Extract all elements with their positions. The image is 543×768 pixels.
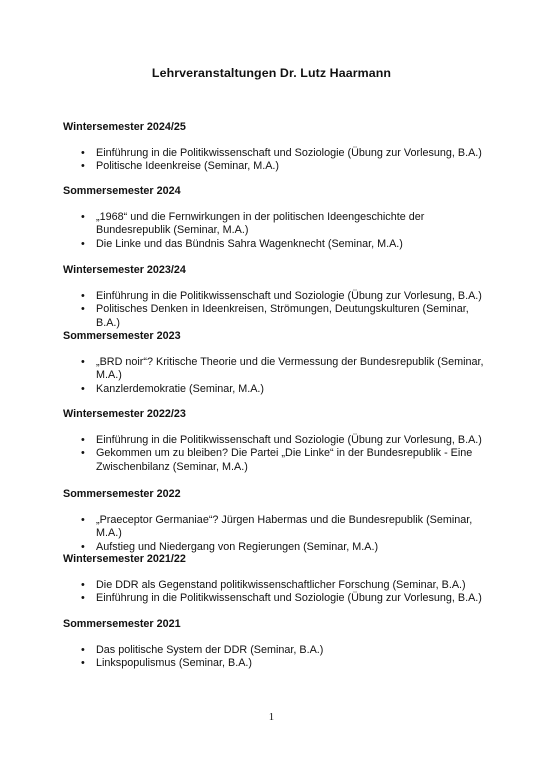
course-item — [0, 290, 486, 303]
course-item — [0, 592, 486, 605]
bullet-icon: • — [81, 434, 85, 446]
course-title: Einführung in die Politikwissenschaft und Soziologie (Übung zur Vorlesung, B.A.) — [96, 290, 482, 302]
course-list — [0, 356, 543, 396]
course-title: Die Linke und das Bündnis Sahra Wagenknecht (Seminar, M.A.) — [96, 237, 403, 250]
course-title: „Praeceptor Germaniae“? Jürgen Habermas und die Bundesrepublik (Seminar, M.A.) — [96, 514, 473, 540]
bullet-icon: • — [81, 644, 85, 656]
bullet-icon: • — [81, 382, 85, 395]
course-list — [0, 579, 543, 606]
course-item — [0, 383, 486, 396]
bullet-icon: • — [81, 514, 85, 526]
semester-heading: Sommersemester 2024 — [63, 185, 181, 197]
course-item — [0, 434, 486, 447]
course-title: Das politische System der DDR (Seminar, B.A.) — [96, 644, 324, 656]
page-title: Lehrveranstaltungen Dr. Lutz Haarmann — [151, 66, 392, 80]
course-title: Kanzlerdemokratie (Seminar, M.A.) — [96, 382, 265, 395]
semester-heading: Sommersemester 2022 — [63, 488, 181, 500]
bullet-icon: • — [81, 237, 85, 250]
course-item — [0, 657, 486, 670]
page-number: 1 — [268, 711, 275, 723]
course-title: Linkspopulismus (Seminar, B.A.) — [96, 657, 253, 670]
course-item — [0, 447, 486, 474]
bullet-icon: • — [81, 211, 85, 223]
semester-heading: Sommersemester 2023 — [63, 330, 181, 342]
bullet-icon: • — [81, 147, 85, 159]
bullet-icon: • — [81, 579, 85, 591]
course-list — [0, 644, 543, 671]
course-item — [0, 160, 486, 173]
course-item — [0, 211, 486, 238]
semester-heading: Sommersemester 2021 — [63, 618, 181, 630]
bullet-icon: • — [81, 447, 85, 460]
semester-heading: Wintersemester 2023/24 — [63, 264, 186, 276]
course-list — [0, 211, 543, 251]
course-title: Gekommen um zu bleiben? Die Partei „Die Linke“ in der Bundesrepublik - Eine Zwischenbilanz (Seminar, M.A.) — [96, 447, 473, 473]
course-list — [0, 514, 543, 554]
course-item — [0, 514, 486, 541]
course-list — [0, 147, 543, 174]
course-title: Aufstieg und Niedergang von Regierungen (Seminar, M.A.) — [96, 540, 379, 553]
bullet-icon: • — [81, 592, 85, 605]
course-title: Einführung in die Politikwissenschaft und Soziologie (Übung zur Vorlesung, B.A.) — [96, 147, 482, 159]
bullet-icon: • — [81, 303, 85, 316]
course-title: „BRD noir“? Kritische Theorie und die Vermessung der Bundesrepublik (Seminar, M.A.) — [96, 356, 484, 382]
course-title: Einführung in die Politikwissenschaft und Soziologie (Übung zur Vorlesung, B.A.) — [96, 592, 482, 605]
course-item — [0, 147, 486, 160]
course-list — [0, 434, 543, 474]
bullet-icon: • — [81, 290, 85, 302]
bullet-icon: • — [81, 160, 85, 173]
semester-heading: Wintersemester 2021/22 — [63, 553, 186, 565]
bullet-icon: • — [81, 657, 85, 670]
course-title: Politisches Denken in Ideenkreisen, Strömungen, Deutungskulturen (Seminar, B.A.) — [96, 303, 469, 329]
course-title: Politische Ideenkreise (Seminar, M.A.) — [96, 160, 280, 173]
semester-heading: Wintersemester 2024/25 — [63, 121, 186, 133]
semester-heading: Wintersemester 2022/23 — [63, 408, 186, 420]
course-title: „1968“ und die Fernwirkungen in der politischen Ideengeschichte der Bundesrepublik (Seminar, M.A.) — [96, 211, 425, 237]
course-title: Die DDR als Gegenstand politikwissenschaftlicher Forschung (Seminar, B.A.) — [96, 579, 466, 591]
course-title: Einführung in die Politikwissenschaft und Soziologie (Übung zur Vorlesung, B.A.) — [96, 434, 482, 446]
course-item — [0, 303, 486, 330]
bullet-icon: • — [81, 540, 85, 553]
course-item — [0, 644, 486, 657]
course-item — [0, 238, 486, 251]
course-item — [0, 356, 486, 383]
bullet-icon: • — [81, 356, 85, 368]
course-list — [0, 290, 543, 330]
course-item — [0, 579, 486, 592]
